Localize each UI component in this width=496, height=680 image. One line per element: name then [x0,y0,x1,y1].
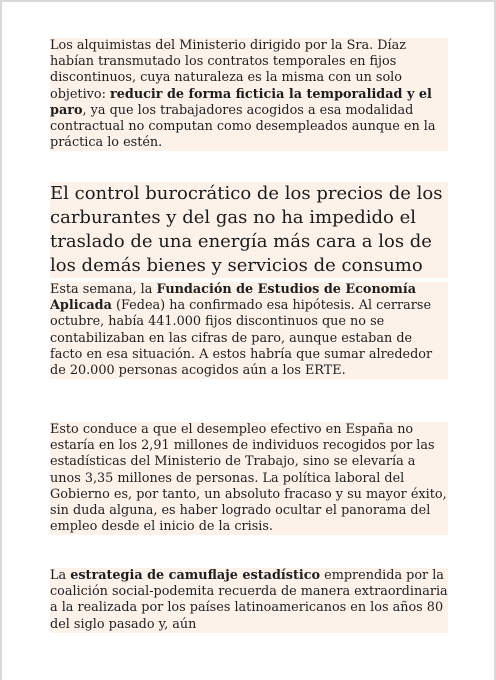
paragraph-1 [50,38,448,151]
paragraph-3 [50,422,448,535]
paragraph-1-bold: reducir de forma ficticia la temporalidad y el paro [50,86,432,118]
page-border-top [0,0,496,2]
paragraph-1-text-before: Los alquimistas del Ministerio dirigido por la Sra. Díaz habían transmutado los contratos temporales en fijos discontinuos, cuya naturaleza es la misma con un solo objetivo: [50,38,406,102]
paragraph-4-bold: estrategia de camuflaje estadístico [70,568,321,583]
paragraph-4-text-before: La [50,568,71,583]
paragraph-3-text: Esto conduce a que el desempleo efectivo en España no estaría en los 2,91 millones de individuos recogidos por las estadísticas del Ministerio de Trabajo, sino se elevaría a unos 3,35 millones de personas. La política laboral del Gobierno es, por tanto, un absoluto fracaso y su mayor éxito, sin duda alguna, es haber logrado ocultar el panorama del empleo desde el inicio de la crisis. [50,422,447,535]
paragraph-1-text-after: , ya que los trabajadores acogidos a esa modalidad contractual no computan como desempleados aunque en la práctica lo estén. [50,102,436,151]
paragraph-2 [50,282,448,379]
paragraph-2-bold: Fundación de Estudios de Economía Aplicada [50,282,416,314]
paragraph-2-text-after: (Fedea) ha confirmado esa hipótesis. Al cerrarse octubre, había 441.000 fijos discontinuos que no se contabilizaban en las cifras de paro, aunque estaban de facto en esa situación. A estos habría que sumar alrededor de 20.000 personas acogidos aún a los ERTE. [50,298,433,379]
paragraph-4-text-after: emprendida por la coalición social-podemita recuerda de manera extraordinaria a la realizada por los países latinoamericanos en los años 80 del siglo pasado y, aún [50,568,448,632]
subheading: El control burocrático de los precios de los carburantes y del gas no ha impedido el traslado de una energía más cara a los de los demás bienes y servicios de consumo [50,182,448,278]
paragraph-2-text-before: Esta semana, la [50,282,157,297]
paragraph-4 [50,568,448,633]
page-border-left [0,0,2,680]
